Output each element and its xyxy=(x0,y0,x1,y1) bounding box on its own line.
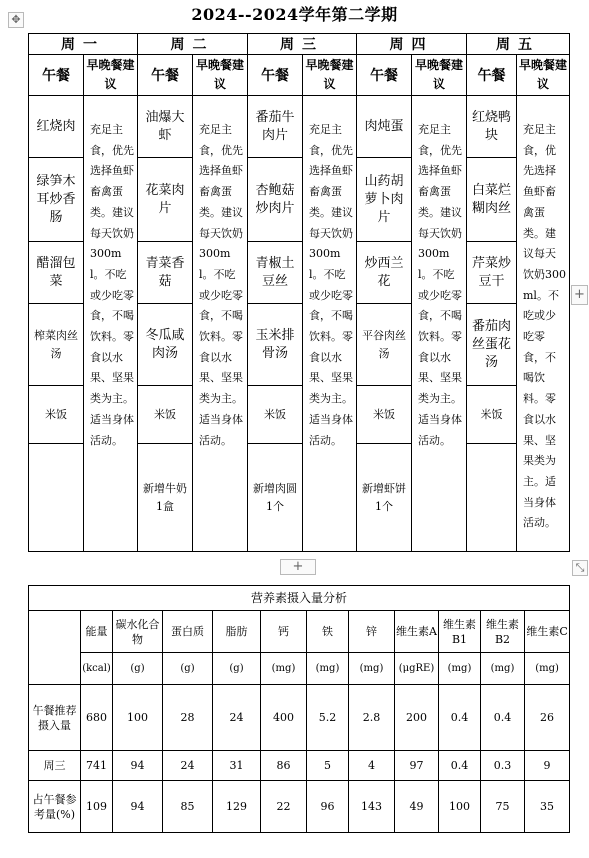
dish-cell: 新增虾饼1个 xyxy=(357,444,412,552)
value-cell: 86 xyxy=(261,751,307,781)
day-header: 周二 xyxy=(138,34,248,55)
advice-header: 早晚餐建议 xyxy=(412,55,467,96)
unit-cell: (kcal) xyxy=(81,653,113,685)
dish-cell xyxy=(29,444,84,552)
dish-cell: 米饭 xyxy=(138,386,193,444)
dish-cell: 炒西兰花 xyxy=(357,242,412,304)
value-cell: 49 xyxy=(395,781,439,833)
value-cell: 96 xyxy=(307,781,349,833)
value-cell: 741 xyxy=(81,751,113,781)
unit-cell: (mg) xyxy=(349,653,395,685)
value-cell: 85 xyxy=(163,781,213,833)
row-label: 周三 xyxy=(29,751,81,781)
dish-cell: 青菜香菇 xyxy=(138,242,193,304)
dish-cell: 米饭 xyxy=(357,386,412,444)
value-cell: 400 xyxy=(261,685,307,751)
unit-cell: (mg) xyxy=(481,653,525,685)
dish-cell: 杏鲍菇炒肉片 xyxy=(248,158,303,242)
nutrient-header: 脂肪 xyxy=(213,611,261,653)
value-cell: 0.4 xyxy=(481,685,525,751)
value-cell: 31 xyxy=(213,751,261,781)
day-header: 周一 xyxy=(29,34,138,55)
add-column-plus-icon[interactable]: + xyxy=(571,285,588,305)
value-cell: 100 xyxy=(113,685,163,751)
dish-cell: 榨菜肉丝汤 xyxy=(29,304,84,386)
value-cell: 4 xyxy=(349,751,395,781)
dish-cell: 番茄牛肉片 xyxy=(248,96,303,158)
nutrient-header: 维生素A xyxy=(395,611,439,653)
value-cell: 200 xyxy=(395,685,439,751)
dish-cell: 玉米排骨汤 xyxy=(248,304,303,386)
dish-cell: 芹菜炒豆干 xyxy=(467,242,517,304)
value-cell: 75 xyxy=(481,781,525,833)
nutrient-header: 蛋白质 xyxy=(163,611,213,653)
advice-header: 早晚餐建议 xyxy=(193,55,248,96)
value-cell: 143 xyxy=(349,781,395,833)
lunch-header: 午餐 xyxy=(248,55,303,96)
nutrient-header: 碳水化合物 xyxy=(113,611,163,653)
day-header: 周五 xyxy=(467,34,570,55)
dish-cell: 新增肉圆1个 xyxy=(248,444,303,552)
value-cell: 129 xyxy=(213,781,261,833)
unit-cell: (g) xyxy=(113,653,163,685)
nutrient-header: 铁 xyxy=(307,611,349,653)
value-cell: 94 xyxy=(113,781,163,833)
advice-header: 早晚餐建议 xyxy=(517,55,570,96)
dish-cell: 白菜烂糊肉丝 xyxy=(467,158,517,242)
value-cell: 0.3 xyxy=(481,751,525,781)
meal-advice: 充足主食，优先选择鱼虾畜禽蛋类。建议每天饮奶300ml。不吃或少吃零食，不喝饮料。零食以水果、坚果类为主。适当身体活动。 xyxy=(412,96,467,552)
value-cell: 35 xyxy=(525,781,570,833)
dish-cell: 红烧鸭块 xyxy=(467,96,517,158)
dish-cell: 新增牛奶1盒 xyxy=(138,444,193,552)
value-cell: 0.4 xyxy=(439,685,481,751)
meal-advice: 充足主食，优先选择鱼虾畜禽蛋类。建议每天饮奶300ml。不吃或少吃零食，不喝饮料。零食以水果、坚果类为主。适当身体活动。 xyxy=(517,96,570,552)
value-cell: 26 xyxy=(525,685,570,751)
dish-cell: 肉炖蛋 xyxy=(357,96,412,158)
nutrient-header: 钙 xyxy=(261,611,307,653)
value-cell: 94 xyxy=(113,751,163,781)
unit-cell: (μgRE) xyxy=(395,653,439,685)
meal-advice: 充足主食，优先选择鱼虾畜禽蛋类。建议每天饮奶300ml。不吃或少吃零食，不喝饮料。零食以水果、坚果类为主。适当身体活动。 xyxy=(193,96,248,552)
advice-header: 早晚餐建议 xyxy=(303,55,357,96)
dish-cell: 平谷肉丝汤 xyxy=(357,304,412,386)
day-header: 周四 xyxy=(357,34,467,55)
dish-cell: 青椒土豆丝 xyxy=(248,242,303,304)
table-move-handle-icon[interactable]: ✥ xyxy=(8,12,24,28)
value-cell: 24 xyxy=(213,685,261,751)
row-label: 占午餐参考量(%) xyxy=(29,781,81,833)
value-cell: 9 xyxy=(525,751,570,781)
nutrition-analysis-table xyxy=(28,585,570,833)
row-label: 午餐推荐摄入量 xyxy=(29,685,81,751)
lunch-header: 午餐 xyxy=(29,55,84,96)
value-cell: 5.2 xyxy=(307,685,349,751)
nutrient-header: 维生素B2 xyxy=(481,611,525,653)
dish-cell: 山药胡萝卜肉片 xyxy=(357,158,412,242)
unit-cell: (mg) xyxy=(525,653,570,685)
dish-cell: 红烧肉 xyxy=(29,96,84,158)
dish-cell xyxy=(467,444,517,552)
dish-cell: 花菜肉片 xyxy=(138,158,193,242)
dish-cell: 冬瓜咸肉汤 xyxy=(138,304,193,386)
unit-cell: (mg) xyxy=(439,653,481,685)
unit-cell: (g) xyxy=(213,653,261,685)
lunch-header: 午餐 xyxy=(467,55,517,96)
value-cell: 2.8 xyxy=(349,685,395,751)
value-cell: 24 xyxy=(163,751,213,781)
table-resize-handle-icon[interactable]: ⤡ xyxy=(572,560,588,576)
lunch-header: 午餐 xyxy=(138,55,193,96)
nutrition-title: 营养素摄入量分析 xyxy=(29,586,570,611)
nutrient-header: 能量 xyxy=(81,611,113,653)
dish-cell: 米饭 xyxy=(467,386,517,444)
value-cell: 97 xyxy=(395,751,439,781)
value-cell: 28 xyxy=(163,685,213,751)
lunch-header: 午餐 xyxy=(357,55,412,96)
unit-cell: (g) xyxy=(163,653,213,685)
dish-cell: 番茄肉丝蛋花汤 xyxy=(467,304,517,386)
value-cell: 5 xyxy=(307,751,349,781)
unit-cell: (mg) xyxy=(307,653,349,685)
value-cell: 680 xyxy=(81,685,113,751)
value-cell: 100 xyxy=(439,781,481,833)
dish-cell: 米饭 xyxy=(248,386,303,444)
advice-header: 早晚餐建议 xyxy=(84,55,138,96)
meal-advice: 充足主食，优先选择鱼虾畜禽蛋类。建议每天饮奶300ml。不吃或少吃零食，不喝饮料。零食以水果、坚果类为主。适当身体活动。 xyxy=(303,96,357,552)
nutrient-header: 维生素B1 xyxy=(439,611,481,653)
corner-cell xyxy=(29,611,81,685)
dish-cell: 醋溜包菜 xyxy=(29,242,84,304)
value-cell: 0.4 xyxy=(439,751,481,781)
dish-cell: 绿笋木耳炒香肠 xyxy=(29,158,84,242)
unit-cell: (mg) xyxy=(261,653,307,685)
value-cell: 22 xyxy=(261,781,307,833)
nutrient-header: 锌 xyxy=(349,611,395,653)
page-title: 2024--2024学年第二学期 xyxy=(191,5,398,24)
dish-cell: 米饭 xyxy=(29,386,84,444)
nutrient-header: 维生素C xyxy=(525,611,570,653)
day-header: 周三 xyxy=(248,34,357,55)
meal-advice: 充足主食，优先选择鱼虾畜禽蛋类。建议每天饮奶300ml。不吃或少吃零食，不喝饮料。零食以水果、坚果类为主。适当身体活动。 xyxy=(84,96,138,552)
add-row-plus-icon[interactable]: + xyxy=(280,559,316,575)
weekly-menu-table xyxy=(28,33,570,552)
value-cell: 109 xyxy=(81,781,113,833)
dish-cell: 油爆大虾 xyxy=(138,96,193,158)
